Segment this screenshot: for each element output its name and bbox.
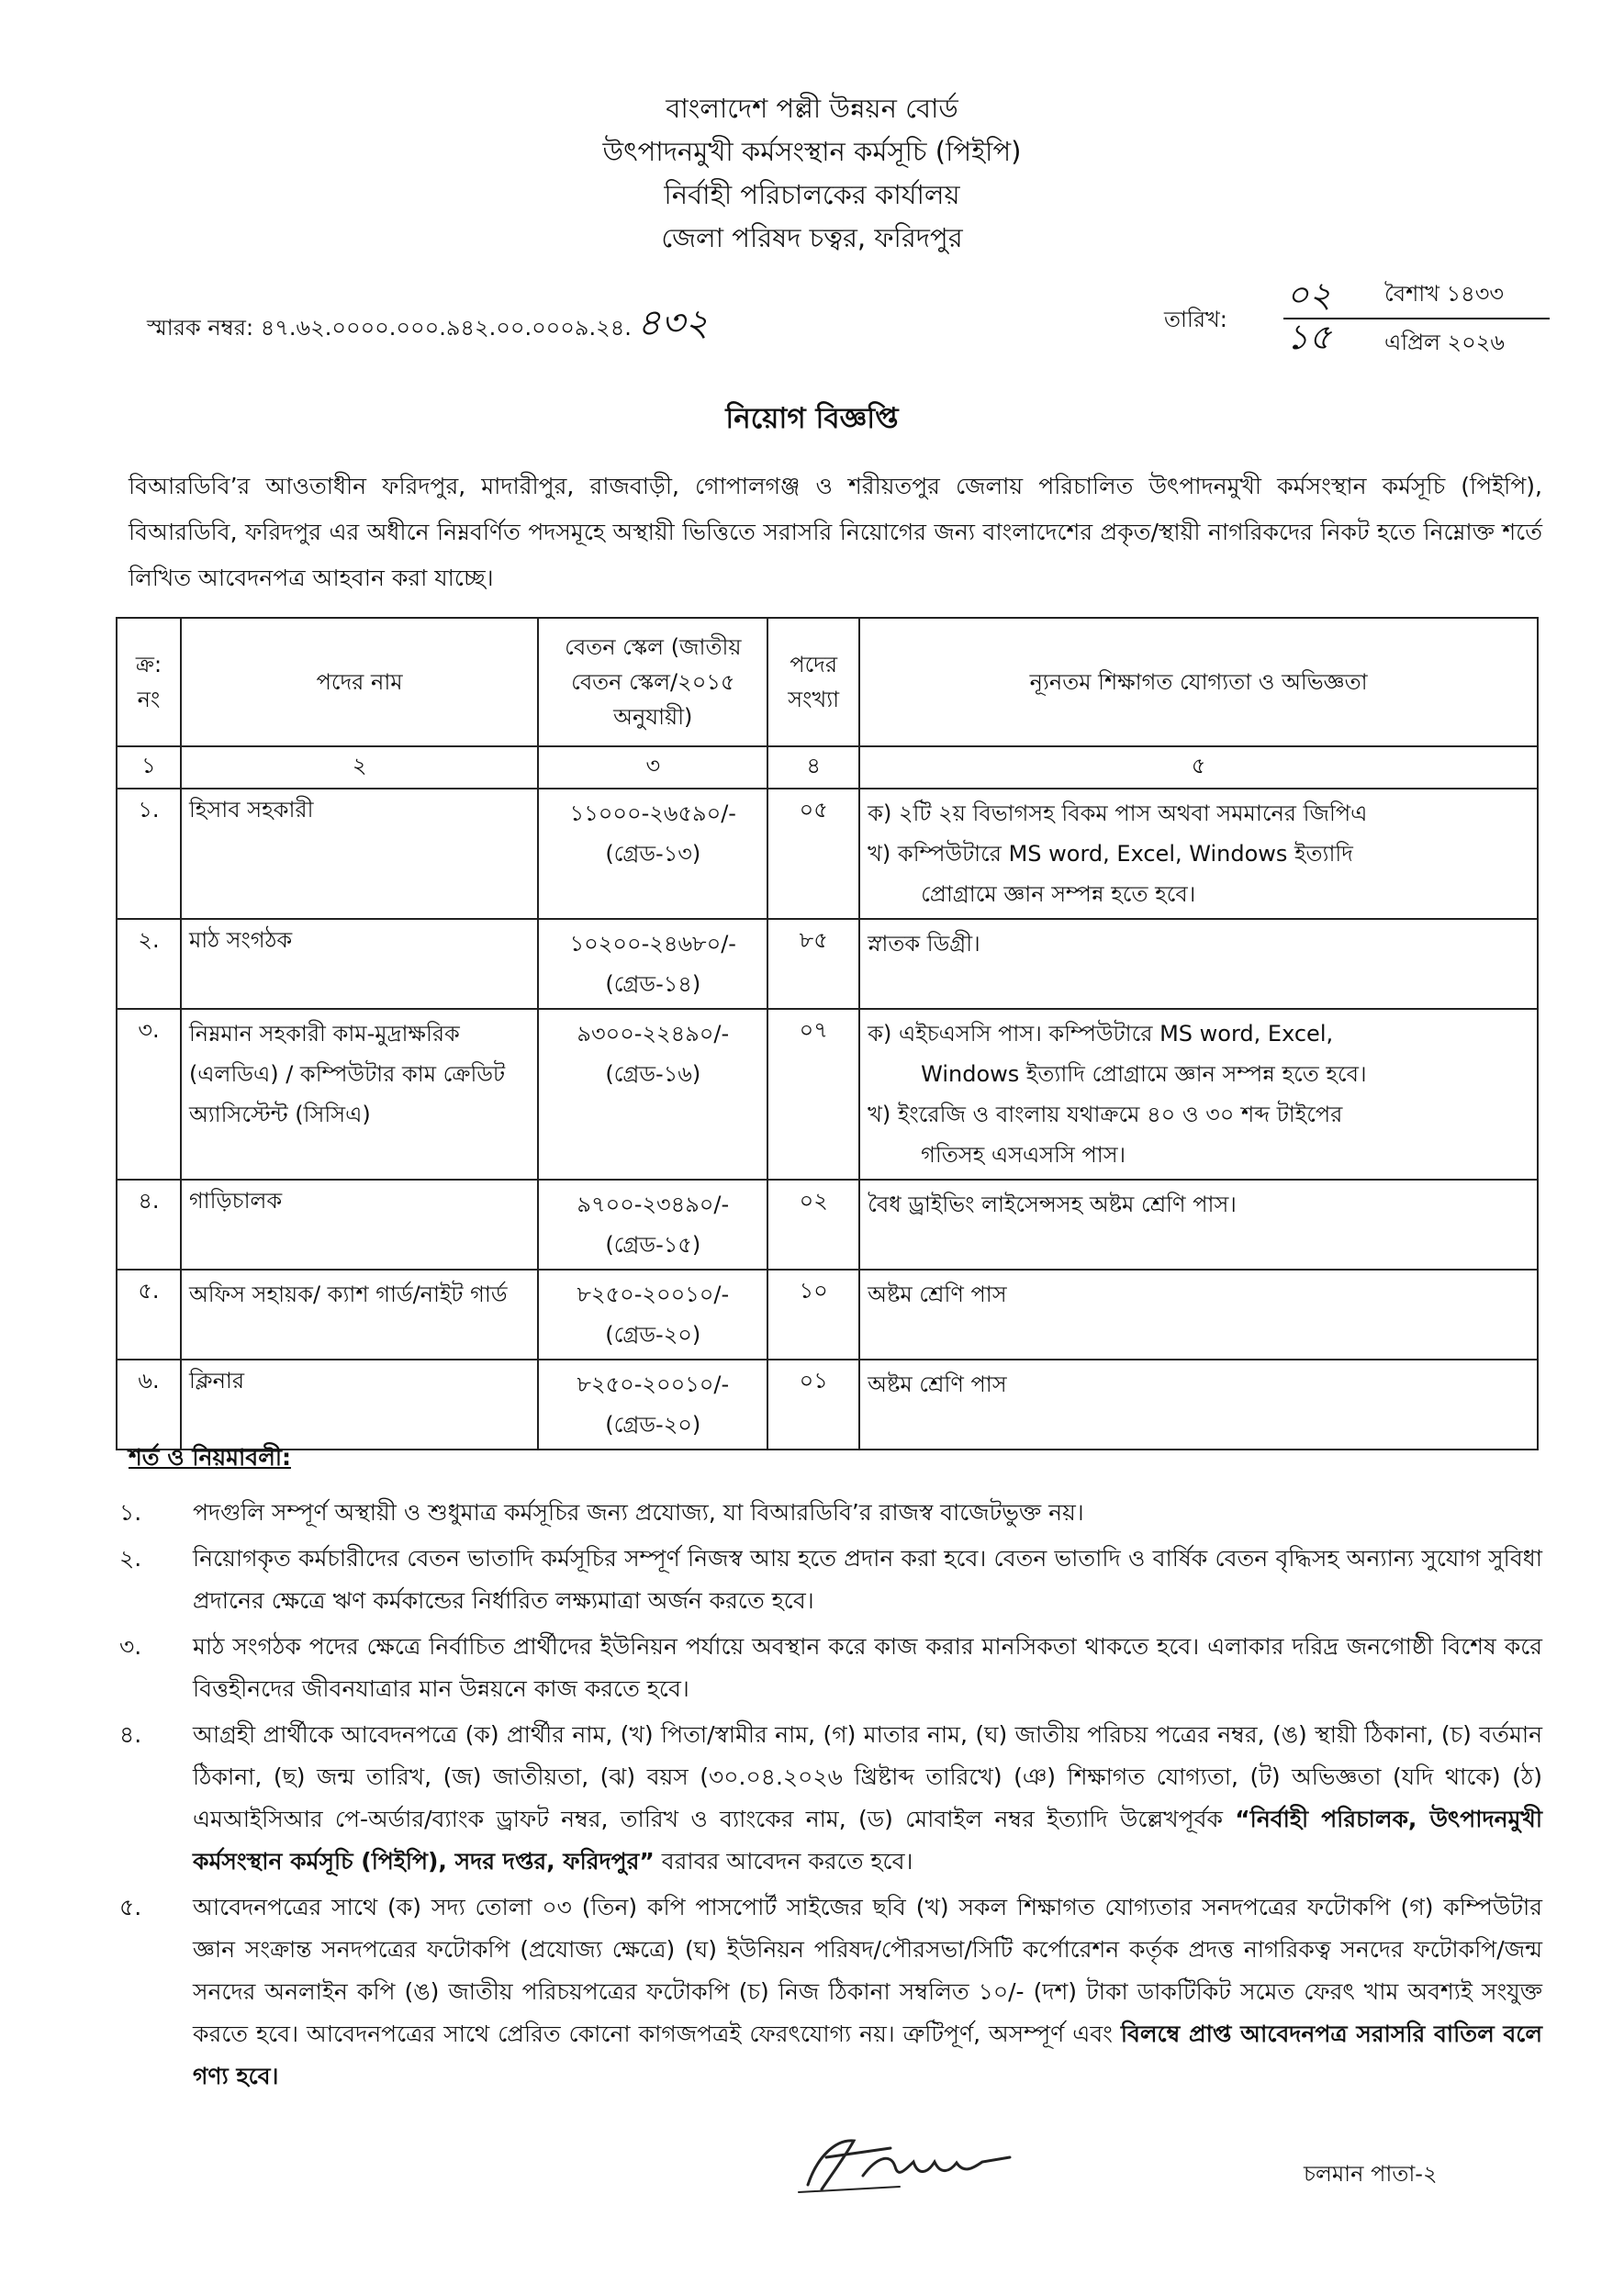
- terms-text: পদগুলি সম্পূর্ণ অস্থায়ী ও শুধুমাত্র কর্মসূচির জন্য প্রযোজ্য, যা বিআরডিবি’র রাজস্ব বাজেটভুক্ত নয়।: [193, 1499, 1084, 1526]
- scale-value: ৮২৫০-২০০১০/-: [577, 1282, 730, 1307]
- terms-number: ৩.: [119, 1633, 142, 1660]
- column-number-row: [117, 746, 1538, 789]
- qualification-line: বৈধ ড্রাইভিং লাইসেন্সসহ অষ্টম শ্রেণি পাস।: [868, 1192, 1237, 1217]
- notice-title: নিয়োগ বিজ্ঞপ্তি: [725, 402, 899, 435]
- table-row: [117, 1009, 1538, 1180]
- terms-bold-text: বিলম্বে প্রাপ্ত আবেদনপত্র সরাসরি বাতিল বলে গণ্য হবে।: [193, 2021, 1542, 2089]
- row-count: ৮৫: [767, 919, 859, 1009]
- terms-item: [119, 1492, 1542, 1534]
- office-header: [0, 87, 1624, 260]
- header-line-3: নির্বাহী পরিচালকের কার্যালয়: [664, 179, 960, 210]
- scale-value: ১০২০০-২৪৬৮০/-: [569, 931, 736, 957]
- col-number: ২: [181, 746, 538, 789]
- row-qualification: [859, 789, 1538, 919]
- terms-item: [119, 1886, 1542, 2098]
- row-post: মাঠ সংগঠক: [181, 919, 538, 1009]
- row-count: ০৭: [767, 1009, 859, 1180]
- scale-value: ১১০০০-২৬৫৯০/-: [569, 800, 736, 826]
- date-hand-top: ০২: [1286, 274, 1332, 315]
- row-serial: ৬.: [117, 1360, 181, 1450]
- row-scale: [538, 1360, 767, 1450]
- terms-bold-text: “নির্বাহী পরিচালক, উৎপাদনমুখী কর্মসংস্থান কর্মসূচি (পিইপি), সদর দপ্তর, ফরিদপুর”: [193, 1806, 1542, 1875]
- row-post: হিসাব সহকারী: [181, 789, 538, 919]
- row-scale: [538, 789, 767, 919]
- row-qualification: [859, 1270, 1538, 1360]
- row-serial: ২.: [117, 919, 181, 1009]
- qualification-line: অষ্টম শ্রেণি পাস: [868, 1282, 1007, 1307]
- row-scale: [538, 919, 767, 1009]
- grade-value: (গ্রেড-১৩): [605, 841, 701, 867]
- date-hand-bottom: ১৫: [1286, 317, 1332, 357]
- date-block: [1164, 275, 1550, 363]
- row-serial: ৪.: [117, 1180, 181, 1270]
- terms-text: নিয়োগকৃত কর্মচারীদের বেতন ভাতাদি কর্মসূচির সম্পূর্ণ নিজস্ব আয় হতে প্রদান করা হবে। বেতন ভাতাদি ও বার্ষিক বেতন বৃদ্ধিসহ অন্যান্য সুযোগ সুবিধা প্রদানের ক্ষেত্রে ঋণ কর্মকান্ডের নির্ধারিত লক্ষ্যমাত্রা অর্জন করতে হবে।: [193, 1545, 1542, 1614]
- terms-number: ৪.: [119, 1721, 142, 1748]
- row-serial: ১.: [117, 789, 181, 919]
- scale-value: ৮২৫০-২০০১০/-: [577, 1371, 730, 1397]
- terms-item: [119, 1626, 1542, 1710]
- date-label: তারিখ:: [1164, 307, 1227, 332]
- table-row: [117, 919, 1538, 1009]
- grade-value: (গ্রেড-১৪): [605, 971, 701, 997]
- qualification-line: খ) ইংরেজি ও বাংলায় যথাক্রমে ৪০ ও ৩০ শব্দ টাইপের: [868, 1102, 1343, 1127]
- col-number: ৫: [859, 746, 1538, 789]
- table-row: [117, 1270, 1538, 1360]
- col-number: ১: [117, 746, 181, 789]
- row-serial: ৫.: [117, 1270, 181, 1360]
- terms-text-after: বরাবর আবেদন করতে হবে।: [654, 1848, 913, 1875]
- row-scale: [538, 1270, 767, 1360]
- scale-value: ৯৩০০-২২৪৯০/-: [577, 1021, 730, 1047]
- qualification-line: Windows ইত্যাদি প্রোগ্রামে জ্ঞান সম্পন্ন হতে হবে।: [921, 1061, 1367, 1087]
- row-count: ০১: [767, 1360, 859, 1450]
- terms-number: ৫.: [119, 1894, 142, 1920]
- row-post: নিম্নমান সহকারী কাম-মুদ্রাক্ষরিক (এলডিএ) / কম্পিউটার কাম ক্রেডিট অ্যাসিস্টেন্ট (সিসিএ): [181, 1009, 538, 1180]
- row-count: ০২: [767, 1180, 859, 1270]
- row-post: গাড়িচালক: [181, 1180, 538, 1270]
- terms-number: ১.: [119, 1499, 142, 1526]
- memo-handwritten-number: ৪৩২: [636, 302, 709, 344]
- qualification-line: ক) এইচএসসি পাস। কম্পিউটারে MS word, Excel,: [868, 1021, 1334, 1047]
- terms-text: মাঠ সংগঠক পদের ক্ষেত্রে নির্বাচিত প্রার্থীদের ইউনিয়ন পর্যায়ে অবস্থান করে কাজ করার মানসিকতা থাকতে হবে। এলাকার দরিদ্র জনগোষ্ঠী বিশেষ করে বিত্তহীনদের জীবনযাত্রার মান উন্নয়নে কাজ করতে হবে।: [193, 1633, 1542, 1702]
- qualification-line: স্নাতক ডিগ্রী।: [868, 931, 980, 957]
- header-serial: ক্র: নং: [117, 618, 181, 746]
- terms-list: [119, 1492, 1542, 2101]
- row-qualification: [859, 1180, 1538, 1270]
- header-line-4: জেলা পরিষদ চত্বর, ফরিদপুর: [661, 222, 963, 253]
- qualification-line: খ) কম্পিউটারে MS word, Excel, Windows ইত্যাদি: [868, 841, 1353, 867]
- grade-value: (গ্রেড-১৬): [605, 1061, 701, 1087]
- intro-paragraph: বিআরডিবি’র আওতাধীন ফরিদপুর, মাদারীপুর, রাজবাড়ী, গোপালগঞ্জ ও শরীয়তপুর জেলায় পরিচালিত উৎপাদনমুখী কর্মসংস্থান কর্মসূচি (পিইপি), বিআরডিবি, ফরিদপুর এর অধীনে নিম্নবর্ণিত পদসমূহে অস্থায়ী ভিত্তিতে সরাসরি নিয়োগের জন্য বাংলাদেশের প্রকৃত/স্থায়ী নাগরিকদের নিকট হতে নিম্নোক্ত শর্তে লিখিত আবেদনপত্র আহবান করা যাচ্ছে।: [129, 473, 1542, 591]
- terms-text: আগ্রহী প্রার্থীকে আবেদনপত্রে (ক) প্রার্থীর নাম, (খ) পিতা/স্বামীর নাম, (গ) মাতার নাম, (ঘ) জাতীয় পরিচয় পত্রের নম্বর, (ঙ) স্থায়ী ঠিকানা, (চ) বর্তমান ঠিকানা, (ছ) জন্ম তারিখ, (জ) জাতীয়তা, (ঝ) বয়স (৩০.০৪.২০২৬ খ্রিষ্টাব্দ তারিখে) (ঞ) শিক্ষাগত যোগ্যতা, (ট) অভিজ্ঞতা (যদি থাকে) (ঠ) এমআইসিআর পে-অর্ডার/ব্যাংক ড্রাফট নম্বর, তারিখ ও ব্যাংকের নাম, (ড) মোবাইল নম্বর ইত্যাদি উল্লেখপূর্বক: [193, 1721, 1542, 1832]
- vacancy-table: [116, 617, 1539, 1450]
- continue-page-note: চলমান পাতা-২: [1304, 2161, 1438, 2187]
- memo-number: [147, 294, 709, 355]
- header-qualification: ন্যূনতম শিক্ষাগত যোগ্যতা ও অভিজ্ঞতা: [859, 618, 1538, 746]
- terms-item: [119, 1538, 1542, 1622]
- scale-value: ৯৭০০-২৩৪৯০/-: [577, 1192, 730, 1217]
- terms-number: ২.: [119, 1545, 142, 1572]
- header-scale: বেতন স্কেল (জাতীয় বেতন স্কেল/২০১৫ অনুযায়ী): [538, 618, 767, 746]
- row-qualification: [859, 919, 1538, 1009]
- qualification-line: অষ্টম শ্রেণি পাস: [868, 1371, 1007, 1397]
- grade-value: (গ্রেড-১৫): [605, 1232, 701, 1258]
- row-count: ০৫: [767, 789, 859, 919]
- table-row: [117, 1180, 1538, 1270]
- row-post: ক্লিনার: [181, 1360, 538, 1450]
- grade-value: (গ্রেড-২০): [605, 1322, 701, 1348]
- signature-scribble: [790, 2121, 1028, 2203]
- qualification-line: প্রোগ্রামে জ্ঞান সম্পন্ন হতে হবে।: [921, 881, 1196, 907]
- table-row: [117, 789, 1538, 919]
- header-post: পদের নাম: [181, 618, 538, 746]
- terms-item: [119, 1714, 1542, 1883]
- row-scale: [538, 1009, 767, 1180]
- qualification-line: গতিসহ এসএসসি পাস।: [921, 1142, 1126, 1168]
- memo-label: স্মারক নম্বর: ৪৭.৬২.০০০০.০০০.৯৪২.০০.০০০৯.২৪.: [147, 315, 632, 341]
- date-gregorian: এপ্রিল ২০২৬: [1384, 330, 1505, 355]
- grade-value: (গ্রেড-২০): [605, 1412, 701, 1438]
- row-scale: [538, 1180, 767, 1270]
- signature: [790, 2121, 1028, 2203]
- terms-text: আবেদনপত্রের সাথে (ক) সদ্য তোলা ০৩ (তিন) কপি পাসপোর্ট সাইজের ছবি (খ) সকল শিক্ষাগত যোগ্যতার সনদপত্রের ফটোকপি (গ) কম্পিউটার জ্ঞান সংক্রান্ত সনদপত্রের ফটোকপি (প্রযোজ্য ক্ষেত্রে) (ঘ) ইউনিয়ন পরিষদ/পৌরসভা/সিটি কর্পোরেশন কর্তৃক প্রদত্ত নাগরিকত্ব সনদের ফটোকপি/জন্ম সনদের অনলাইন কপি (ঙ) জাতীয় পরিচয়পত্রের ফটোকপি (চ) নিজ ঠিকানা সম্বলিত ১০/- (দশ) টাকা ডাকটিকিট সমেত ফেরৎ খাম অবশ্যই সংযুক্ত করতে হবে। আবেদনপত্রের সাথে প্রেরিত কোনো কাগজপত্রই ফেরৎযোগ্য নয়। ত্রুটিপূর্ণ, অসম্পূর্ণ এবং: [193, 1894, 1542, 2047]
- col-number: ৩: [538, 746, 767, 789]
- header-line-2: উৎপাদনমুখী কর্মসংস্থান কর্মসূচি (পিইপি): [602, 136, 1022, 167]
- qualification-line: ক) ২টি ২য় বিভাগসহ বিকম পাস অথবা সমমানের জিপিএ: [868, 800, 1368, 826]
- header-count: পদের সংখ্যা: [767, 618, 859, 746]
- col-number: ৪: [767, 746, 859, 789]
- row-qualification: [859, 1360, 1538, 1450]
- table-row: [117, 1360, 1538, 1450]
- terms-title: শর্ত ও নিয়মাবলী:: [129, 1444, 291, 1471]
- date-bengali: বৈশাখ ১৪৩৩: [1384, 281, 1504, 307]
- row-serial: ৩.: [117, 1009, 181, 1180]
- table-header-row: [117, 618, 1538, 746]
- row-count: ১০: [767, 1270, 859, 1360]
- row-qualification: [859, 1009, 1538, 1180]
- row-post: অফিস সহায়ক/ ক্যাশ গার্ড/নাইট গার্ড: [181, 1270, 538, 1360]
- header-line-1: বাংলাদেশ পল্লী উন্নয়ন বোর্ড: [666, 93, 958, 124]
